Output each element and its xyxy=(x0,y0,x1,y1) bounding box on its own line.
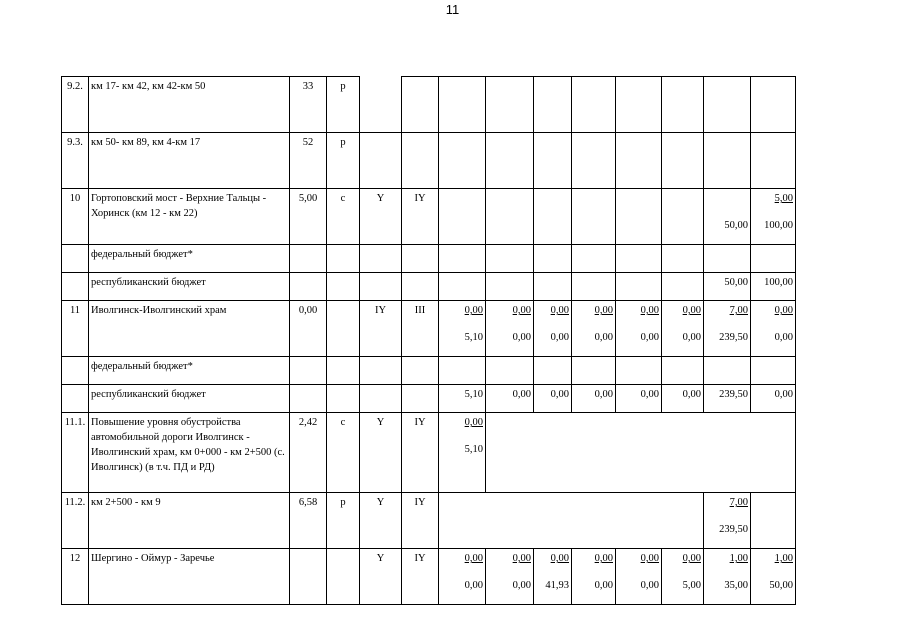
value-cell xyxy=(486,273,534,301)
road-name: км 50- км 89, км 4-км 17 xyxy=(89,133,290,189)
value-bottom: 239,50 xyxy=(719,524,748,535)
value-cell xyxy=(704,549,751,605)
value-top xyxy=(574,495,613,509)
category-target: IY xyxy=(402,549,439,605)
value-cell xyxy=(751,77,796,133)
category-current xyxy=(360,245,402,273)
value-top: 0,00 xyxy=(550,553,569,564)
value-bottom: 50,00 xyxy=(724,220,748,231)
value-cell xyxy=(616,77,662,133)
value-cell xyxy=(534,77,572,133)
value-bottom: 0,00 xyxy=(640,580,659,591)
category-target: IY xyxy=(402,189,439,245)
value-cell xyxy=(439,189,486,245)
row-number: 9.3. xyxy=(62,133,89,189)
value-cell xyxy=(662,493,704,549)
value-cell xyxy=(534,301,572,357)
row-number xyxy=(62,245,89,273)
road-name: Гортоповский мост - Верхние Тальцы - Хоринск (км 12 - км 22) xyxy=(89,189,290,245)
length xyxy=(290,273,327,301)
value-top xyxy=(618,191,659,205)
road-name: федеральный бюджет* xyxy=(89,245,290,273)
road-name: федеральный бюджет* xyxy=(89,357,290,385)
value-top xyxy=(618,495,659,509)
value-cell xyxy=(616,273,662,301)
value-cell xyxy=(751,549,796,605)
work-type xyxy=(327,549,360,605)
value-top: 0,00 xyxy=(464,553,483,564)
value-cell xyxy=(662,273,704,301)
category-target: IY xyxy=(402,413,439,493)
value-top xyxy=(753,495,793,509)
value-cell xyxy=(439,301,486,357)
work-type: с xyxy=(327,189,360,245)
value-cell xyxy=(704,133,751,189)
value-top xyxy=(441,191,483,205)
category-current xyxy=(360,385,402,413)
table-row xyxy=(62,413,796,493)
value-cell xyxy=(486,245,534,273)
value-top xyxy=(441,495,483,509)
value-bottom: 0,00 xyxy=(594,332,613,343)
value-cell xyxy=(572,133,616,189)
row-number: 11.2. xyxy=(62,493,89,549)
value-cell xyxy=(534,245,572,273)
value-cell: 5,10 xyxy=(439,385,486,413)
value-bottom: 50,00 xyxy=(769,580,793,591)
value-cell xyxy=(534,413,572,493)
category-current: IY xyxy=(360,301,402,357)
value-cell xyxy=(704,189,751,245)
value-cell xyxy=(662,301,704,357)
value-bottom: 0,00 xyxy=(640,332,659,343)
value-bottom: 35,00 xyxy=(724,580,748,591)
value-cell xyxy=(751,493,796,549)
value-top xyxy=(488,191,531,205)
value-cell xyxy=(704,301,751,357)
value-cell xyxy=(662,413,704,493)
table-row xyxy=(62,273,796,301)
road-name: Шергино - Оймур - Заречье xyxy=(89,549,290,605)
value-cell xyxy=(486,357,534,385)
value-cell xyxy=(439,413,486,493)
value-cell: 50,00 xyxy=(704,273,751,301)
table-row xyxy=(62,245,796,273)
length xyxy=(290,385,327,413)
value-top: 0,00 xyxy=(682,305,701,316)
table-row xyxy=(62,189,796,245)
category-current: Y xyxy=(360,413,402,493)
value-cell xyxy=(572,413,616,493)
value-cell xyxy=(439,273,486,301)
value-cell xyxy=(751,245,796,273)
value-cell xyxy=(616,133,662,189)
category-target xyxy=(402,77,439,133)
category-current: Y xyxy=(360,549,402,605)
work-type xyxy=(327,301,360,357)
value-cell xyxy=(704,413,751,493)
value-bottom: 0,00 xyxy=(594,580,613,591)
table-row xyxy=(62,301,796,357)
value-cell xyxy=(534,189,572,245)
value-cell xyxy=(572,189,616,245)
value-cell xyxy=(572,245,616,273)
value-cell xyxy=(534,133,572,189)
value-cell xyxy=(616,357,662,385)
value-bottom: 100,00 xyxy=(764,220,793,231)
value-cell xyxy=(534,549,572,605)
value-top: 0,00 xyxy=(594,305,613,316)
value-bottom: 0,00 xyxy=(774,332,793,343)
work-type xyxy=(327,245,360,273)
length: 5,00 xyxy=(290,189,327,245)
value-top: 0,00 xyxy=(774,305,793,316)
value-top: 0,00 xyxy=(512,553,531,564)
category-target: IY xyxy=(402,493,439,549)
value-cell xyxy=(572,493,616,549)
value-top: 1,00 xyxy=(774,553,793,564)
value-cell xyxy=(751,189,796,245)
category-current: Y xyxy=(360,493,402,549)
work-type: р xyxy=(327,77,360,133)
value-top: 7,00 xyxy=(729,305,748,316)
length xyxy=(290,245,327,273)
value-cell xyxy=(662,133,704,189)
length: 0,00 xyxy=(290,301,327,357)
value-top: 0,00 xyxy=(550,305,569,316)
value-cell xyxy=(486,549,534,605)
value-cell xyxy=(439,133,486,189)
table-row xyxy=(62,133,796,189)
table-row xyxy=(62,357,796,385)
work-type xyxy=(327,357,360,385)
value-cell xyxy=(751,133,796,189)
value-cell: 239,50 xyxy=(704,385,751,413)
value-top: 0,00 xyxy=(512,305,531,316)
value-cell: 100,00 xyxy=(751,273,796,301)
value-cell xyxy=(616,549,662,605)
category-current xyxy=(360,133,402,189)
work-type xyxy=(327,385,360,413)
row-number: 11.1. xyxy=(62,413,89,493)
value-cell xyxy=(439,493,486,549)
value-cell xyxy=(751,301,796,357)
category-target xyxy=(402,357,439,385)
row-number: 11 xyxy=(62,301,89,357)
value-cell xyxy=(572,273,616,301)
value-bottom: 5,00 xyxy=(682,580,701,591)
value-top xyxy=(536,191,569,205)
road-program-table xyxy=(61,76,796,605)
value-bottom: 0,00 xyxy=(682,332,701,343)
category-target xyxy=(402,385,439,413)
value-cell xyxy=(486,189,534,245)
value-top: 0,00 xyxy=(640,553,659,564)
table-row xyxy=(62,77,796,133)
value-cell xyxy=(704,357,751,385)
row-number xyxy=(62,273,89,301)
road-name: км 2+500 - км 9 xyxy=(89,493,290,549)
value-cell: 0,00 xyxy=(486,385,534,413)
table-row xyxy=(62,493,796,549)
category-current xyxy=(360,357,402,385)
value-top xyxy=(574,191,613,205)
length: 6,58 xyxy=(290,493,327,549)
length xyxy=(290,549,327,605)
value-cell xyxy=(662,549,704,605)
value-cell xyxy=(534,273,572,301)
category-current xyxy=(360,77,402,133)
value-bottom: 239,50 xyxy=(719,332,748,343)
value-bottom: 5,10 xyxy=(464,444,483,455)
value-cell xyxy=(662,357,704,385)
length: 52 xyxy=(290,133,327,189)
table-row xyxy=(62,549,796,605)
value-cell xyxy=(439,357,486,385)
value-cell xyxy=(704,77,751,133)
value-cell: 0,00 xyxy=(572,385,616,413)
value-cell: 0,00 xyxy=(616,385,662,413)
value-cell xyxy=(439,77,486,133)
work-type: р xyxy=(327,133,360,189)
road-name: км 17- км 42, км 42-км 50 xyxy=(89,77,290,133)
value-bottom: 41,93 xyxy=(545,580,569,591)
road-name: республиканский бюджет xyxy=(89,273,290,301)
category-target xyxy=(402,133,439,189)
value-cell xyxy=(486,301,534,357)
value-cell xyxy=(534,357,572,385)
value-cell xyxy=(439,245,486,273)
road-name: Повышение уровня обустройства автомобильной дороги Иволгинск - Иволгинский храм, км 0+000 - км 2+500 (с. Иволгинск) (в т.ч. ПД и РД) xyxy=(89,413,290,493)
value-cell: 0,00 xyxy=(662,385,704,413)
work-type xyxy=(327,273,360,301)
value-bottom: 0,00 xyxy=(550,332,569,343)
value-bottom: 0,00 xyxy=(512,332,531,343)
row-number: 10 xyxy=(62,189,89,245)
value-top: 0,00 xyxy=(464,305,483,316)
category-current xyxy=(360,273,402,301)
row-number: 9.2. xyxy=(62,77,89,133)
value-cell xyxy=(616,189,662,245)
value-cell xyxy=(662,77,704,133)
table-row xyxy=(62,385,796,413)
value-cell xyxy=(486,413,534,493)
value-top xyxy=(706,191,748,205)
value-top xyxy=(664,191,701,205)
category-current: Y xyxy=(360,189,402,245)
length xyxy=(290,357,327,385)
value-cell xyxy=(486,493,534,549)
category-target: III xyxy=(402,301,439,357)
value-cell xyxy=(704,493,751,549)
work-type: с xyxy=(327,413,360,493)
value-cell xyxy=(704,245,751,273)
work-type: р xyxy=(327,493,360,549)
length: 33 xyxy=(290,77,327,133)
row-number xyxy=(62,357,89,385)
value-top: 0,00 xyxy=(682,553,701,564)
value-top: 7,00 xyxy=(729,497,748,508)
row-number: 12 xyxy=(62,549,89,605)
page-number: 11 xyxy=(445,2,460,17)
value-cell xyxy=(662,245,704,273)
value-cell xyxy=(486,77,534,133)
value-cell xyxy=(662,189,704,245)
value-top: 0,00 xyxy=(594,553,613,564)
value-cell xyxy=(572,549,616,605)
value-cell xyxy=(751,357,796,385)
value-cell xyxy=(534,493,572,549)
length: 2,42 xyxy=(290,413,327,493)
value-top: 5,00 xyxy=(774,193,793,204)
value-top xyxy=(488,495,531,509)
category-target xyxy=(402,245,439,273)
value-top xyxy=(536,495,569,509)
value-top: 0,00 xyxy=(640,305,659,316)
value-bottom: 5,10 xyxy=(464,332,483,343)
road-name: республиканский бюджет xyxy=(89,385,290,413)
value-cell xyxy=(616,301,662,357)
value-cell xyxy=(439,549,486,605)
road-name: Иволгинск-Иволгинский храм xyxy=(89,301,290,357)
value-cell xyxy=(616,245,662,273)
value-top xyxy=(664,495,701,509)
value-cell xyxy=(572,357,616,385)
value-bottom: 0,00 xyxy=(464,580,483,591)
value-cell xyxy=(572,77,616,133)
value-cell xyxy=(751,413,796,493)
value-cell xyxy=(572,301,616,357)
value-cell xyxy=(486,133,534,189)
category-target xyxy=(402,273,439,301)
row-number xyxy=(62,385,89,413)
value-top: 0,00 xyxy=(464,417,483,428)
value-cell xyxy=(616,413,662,493)
value-cell xyxy=(616,493,662,549)
value-bottom: 0,00 xyxy=(512,580,531,591)
value-cell: 0,00 xyxy=(751,385,796,413)
value-cell: 0,00 xyxy=(534,385,572,413)
value-top: 1,00 xyxy=(729,553,748,564)
